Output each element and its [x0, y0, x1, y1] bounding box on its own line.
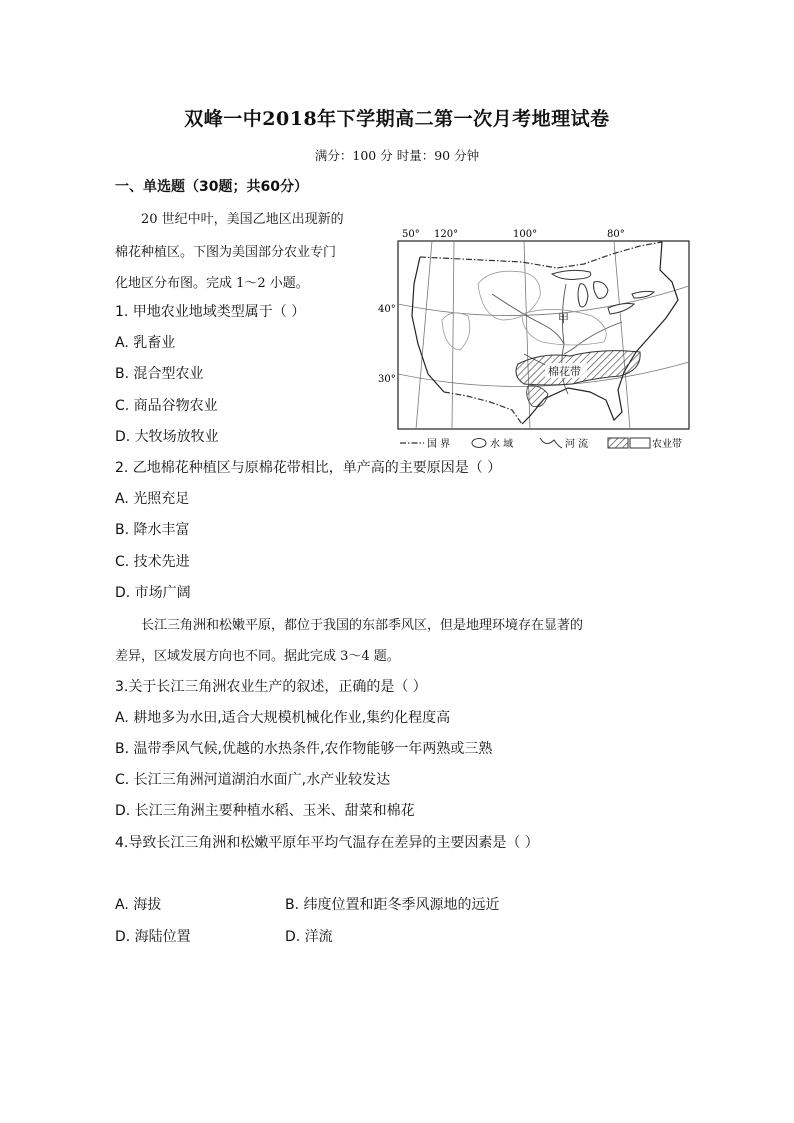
legend-belt-label: 农业带	[652, 439, 682, 450]
passage2-line-1: 长江三角洲和松嫩平原，都位于我国的东部季风区，但是地理环境存在显著的	[141, 618, 584, 633]
us-agriculture-map	[372, 224, 694, 456]
question-3-option-a: A. 耕地多为水田,适合大规模机械化作业,集约化程度高	[115, 710, 451, 726]
legend-water-label: 水 域	[490, 439, 514, 450]
question-2-option-d: D. 市场广阔	[115, 585, 191, 601]
question-4-option-d: D. 洋流	[285, 929, 333, 945]
question-1-stem: 1. 甲地农业地域类型属于（ ）	[115, 304, 306, 320]
lat-label-30: 30°	[378, 374, 396, 385]
question-2-option-b: B. 降水丰富	[115, 522, 190, 538]
question-1-option-c: C. 商品谷物农业	[115, 398, 218, 414]
map-legend	[400, 437, 682, 450]
lon-label-120: 120°	[434, 229, 459, 240]
lon-label-50: 50°	[402, 229, 420, 240]
question-1-option-b: B. 混合型农业	[115, 366, 204, 382]
question-1-option-a: A. 乳畜业	[115, 335, 176, 351]
exam-meta: 满分：100 分 时量：90 分钟	[314, 148, 480, 163]
legend-border-label: 国 界	[427, 439, 451, 450]
question-1-option-d: D. 大牧场放牧业	[115, 429, 219, 445]
lat-label-40: 40°	[378, 304, 396, 315]
question-2-option-c: C. 技术先进	[115, 554, 190, 570]
question-3-stem: 3.关于长江三角洲农业生产的叙述，正确的是（ ）	[115, 679, 427, 695]
section-heading: 一、单选题（30题；共60分）	[115, 179, 308, 195]
question-2-stem: 2. 乙地棉花种植区与原棉花带相比，单产高的主要原因是（ ）	[115, 460, 502, 476]
passage1-line-2: 棉花种植区。下图为美国部分农业专门	[115, 245, 337, 260]
question-4-option-b: B. 纬度位置和距冬季风源地的远近	[285, 897, 500, 913]
lon-label-80: 80°	[607, 229, 625, 240]
passage1-line-3: 化地区分布图。完成 1～2 小题。	[115, 276, 309, 291]
question-4-stem: 4.导致长江三角洲和松嫩平原年平均气温存在差异的主要因素是（ ）	[115, 835, 539, 851]
question-3-option-b: B. 温带季风气候,优越的水热条件,农作物能够一年两熟或三熟	[115, 741, 493, 757]
passage2-line-2: 差异，区域发展方向也不同。据此完成 3～4 题。	[115, 649, 400, 664]
question-4-option-a: A. 海拔	[115, 897, 162, 913]
question-4-option-c: D. 海陆位置	[115, 929, 191, 945]
lon-label-100: 100°	[513, 229, 538, 240]
legend-river-label: 河 流	[565, 439, 589, 450]
passage1-line-1: 20 世纪中叶，美国乙地区出现新的	[141, 212, 344, 227]
question-3-option-d: D. 长江三角洲主要种植水稻、玉米、甜菜和棉花	[115, 803, 415, 819]
cotton-belt-label: 棉花带	[548, 365, 581, 378]
page-title: 双峰一中2018年下学期高二第一次月考地理试卷	[184, 108, 610, 130]
question-2-option-a: A. 光照充足	[115, 491, 190, 507]
question-3-option-c: C. 长江三角洲河道湖泊水面广,水产业较发达	[115, 772, 391, 788]
map-label-jia: 甲	[558, 312, 569, 325]
